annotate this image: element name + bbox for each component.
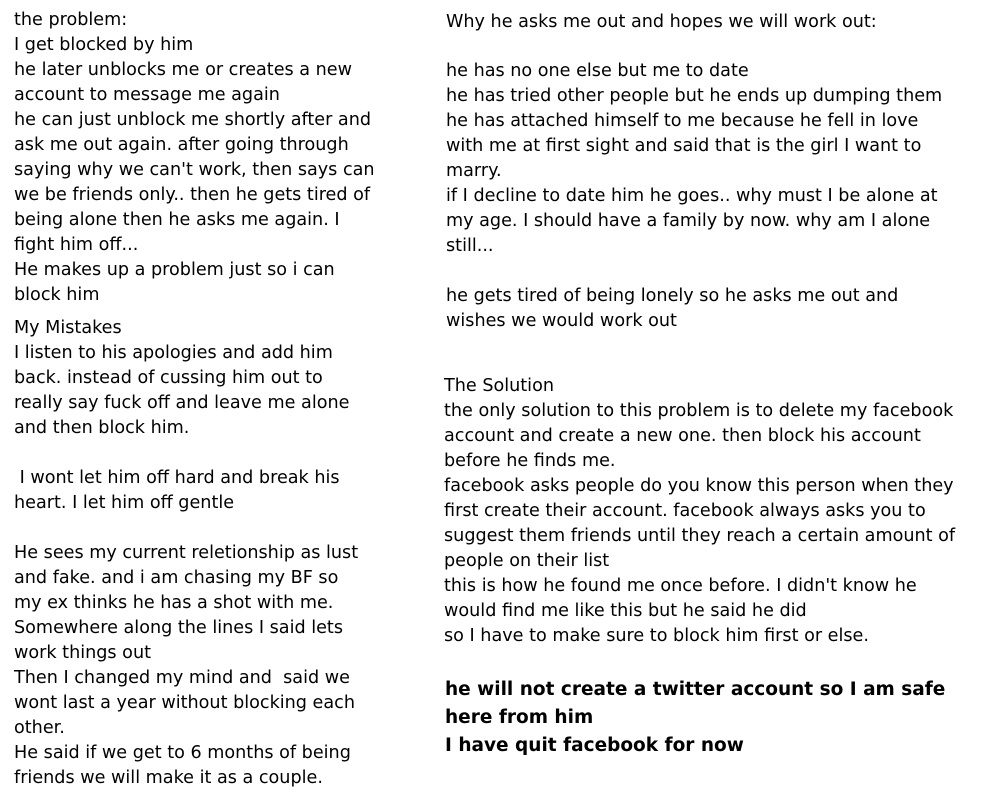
problem-line: being alone then he asks me again. I — [14, 210, 340, 230]
conclusion-line: he will not create a twitter account so I am safe — [445, 679, 946, 700]
solution-line: before he finds me. — [444, 451, 616, 471]
why-block — [446, 10, 877, 35]
solution-line: people on their list — [444, 551, 610, 571]
reason-line: with me at first sight and said that is the girl I want to — [446, 136, 922, 156]
lonely-line: wishes we would work out — [446, 311, 677, 331]
solution-line: suggest them friends until they reach a certain amount of — [444, 526, 956, 546]
solution-heading: The Solution — [444, 376, 554, 396]
conclusion-line: here from him — [445, 707, 594, 728]
solution-line: the only solution to this problem is to delete my facebook — [444, 401, 954, 421]
solution-line: would find me like this but he said he did — [444, 601, 807, 621]
relationship-block — [14, 541, 358, 791]
problem-line: we be friends only.. then he gets tired of — [14, 185, 371, 205]
reason-line: my age. I should have a family by now. why am I alone — [446, 211, 931, 231]
problem-heading: the problem: — [14, 10, 128, 30]
relationship-line: my ex thinks he has a shot with me. — [14, 593, 334, 613]
reason-line: marry. — [446, 161, 502, 181]
conclusion-block — [445, 676, 945, 760]
problem-line: saying why we can't work, then says can — [14, 160, 375, 180]
gentle-block — [14, 466, 340, 516]
conclusion-line: I have quit facebook for now — [445, 735, 744, 756]
relationship-line: wont last a year without blocking each — [14, 693, 355, 713]
relationship-line: He said if we get to 6 months of being — [14, 743, 351, 763]
problem-line: fight him off... — [14, 235, 139, 255]
reason-line: if I decline to date him he goes.. why must I be alone at — [446, 186, 938, 206]
relationship-line: Then I changed my mind and said we — [14, 668, 350, 688]
why-heading: Why he asks me out and hopes we will work out: — [446, 12, 877, 32]
problem-line: he can just unblock me shortly after and — [14, 110, 372, 130]
solution-block — [444, 374, 955, 649]
problem-line: he later unblocks me or creates a new — [14, 60, 353, 80]
relationship-line: other. — [14, 718, 65, 738]
problem-line: He makes up a problem just so i can — [14, 260, 335, 280]
solution-line: so I have to make sure to block him first or else. — [444, 626, 869, 646]
relationship-line: and fake. and i am chasing my BF so — [14, 568, 339, 588]
problem-line: block him — [14, 285, 100, 305]
solution-line: first create their account. facebook always asks you to — [444, 501, 926, 521]
problem-line: I get blocked by him — [14, 35, 194, 55]
reason-line: still... — [446, 236, 494, 256]
mistakes-line: really say fuck off and leave me alone — [14, 393, 350, 413]
mistakes-line: I listen to his apologies and add him — [14, 343, 333, 363]
relationship-line: Somewhere along the lines I said lets — [14, 618, 343, 638]
solution-line: this is how he found me once before. I didn't know he — [444, 576, 917, 596]
relationship-line: friends we will make it as a couple. — [14, 768, 323, 788]
solution-line: account and create a new one. then block his account — [444, 426, 921, 446]
lonely-line: he gets tired of being lonely so he asks me out and — [446, 286, 899, 306]
reason-line: he has no one else but me to date — [446, 61, 749, 81]
problem-block — [14, 8, 375, 308]
reasons-block — [446, 59, 942, 259]
problem-line: account to message me again — [14, 85, 280, 105]
mistakes-block — [14, 316, 349, 441]
gentle-line: I wont let him off hard and break his — [14, 468, 340, 488]
solution-line: facebook asks people do you know this person when they — [444, 476, 954, 496]
gentle-line: heart. I let him off gentle — [14, 493, 235, 513]
mistakes-line: back. instead of cussing him out to — [14, 368, 323, 388]
relationship-line: work things out — [14, 643, 151, 663]
reason-line: he has tried other people but he ends up dumping them — [446, 86, 943, 106]
mistakes-heading: My Mistakes — [14, 318, 122, 338]
problem-line: ask me out again. after going through — [14, 135, 349, 155]
lonely-block — [446, 284, 898, 334]
reason-line: he has attached himself to me because he fell in love — [446, 111, 919, 131]
relationship-line: He sees my current reletionship as lust — [14, 543, 359, 563]
mistakes-line: and then block him. — [14, 418, 190, 438]
